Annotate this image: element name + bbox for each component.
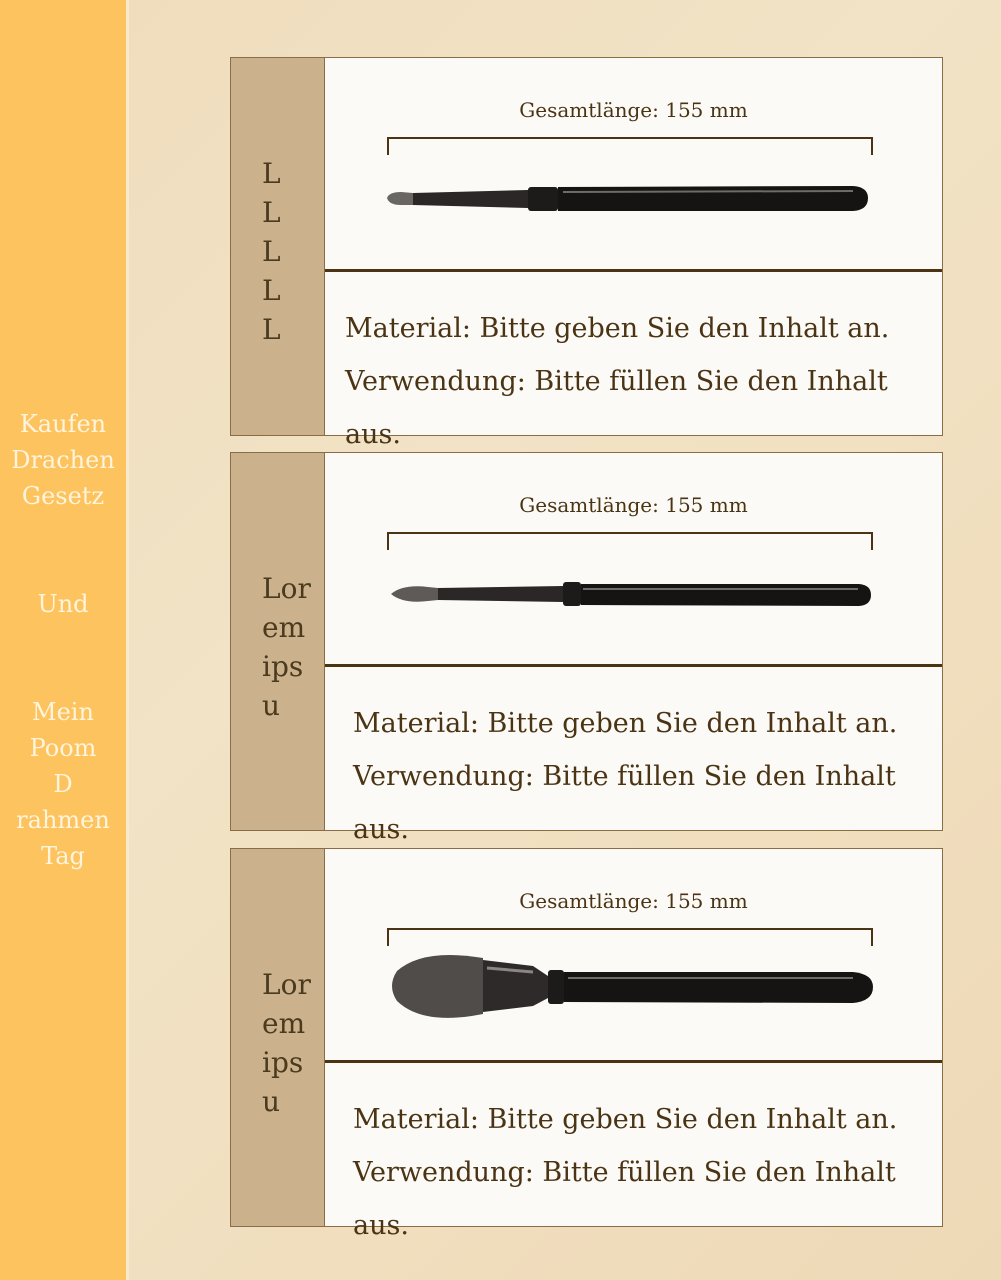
product-card	[230, 848, 943, 1241]
total-length: Gesamtlänge: 155 mm	[519, 98, 748, 122]
usage-text: Verwendung: Bitte füllen Sie den Inhalt aus.	[353, 761, 896, 845]
product-label-column	[231, 453, 325, 830]
tapered-brush-icon	[383, 560, 883, 620]
sidebar	[0, 0, 129, 1280]
sidebar-line: Kaufen	[19, 410, 107, 438]
powder-brush-icon	[383, 946, 883, 1036]
product-label: Loremipsu	[262, 572, 311, 722]
product-image-area	[325, 60, 942, 272]
length-bracket	[387, 928, 873, 946]
sidebar-line: Drachen	[11, 446, 115, 474]
sidebar-line: Poom	[29, 734, 97, 762]
sidebar-line: Und	[37, 590, 89, 618]
product-image-area	[325, 455, 942, 667]
product-description	[353, 1093, 942, 1252]
product-description	[353, 697, 942, 856]
product-label-column	[231, 849, 325, 1226]
sidebar-line: Tag	[41, 842, 85, 870]
sidebar-line: D	[53, 770, 73, 798]
product-label: Loremipsu	[262, 968, 311, 1118]
sidebar-item-kaufen[interactable]	[0, 406, 126, 514]
total-length: Gesamtlänge: 155 mm	[519, 493, 748, 517]
material-text: Material: Bitte geben Sie den Inhalt an.	[345, 313, 890, 344]
usage-text: Verwendung: Bitte füllen Sie den Inhalt aus.	[353, 1157, 896, 1241]
sidebar-line: Gesetz	[21, 482, 105, 510]
usage-text: Verwendung: Bitte füllen Sie den Inhalt aus.	[345, 366, 888, 450]
sidebar-line: Mein	[32, 698, 94, 726]
product-card	[230, 57, 943, 450]
material-text: Material: Bitte geben Sie den Inhalt an.	[353, 1104, 898, 1135]
product-label: LLLLL	[262, 157, 281, 346]
sidebar-item-und[interactable]	[0, 586, 126, 622]
sidebar-item-mein[interactable]	[0, 694, 126, 874]
product-label-column	[231, 58, 325, 435]
product-card	[230, 452, 943, 845]
sidebar-line: rahmen	[16, 806, 110, 834]
product-description	[345, 302, 942, 461]
length-bracket	[387, 137, 873, 155]
material-text: Material: Bitte geben Sie den Inhalt an.	[353, 708, 898, 739]
total-length: Gesamtlänge: 155 mm	[519, 889, 748, 913]
length-bracket	[387, 532, 873, 550]
product-image-area	[325, 851, 942, 1063]
pencil-brush-icon	[383, 165, 883, 225]
